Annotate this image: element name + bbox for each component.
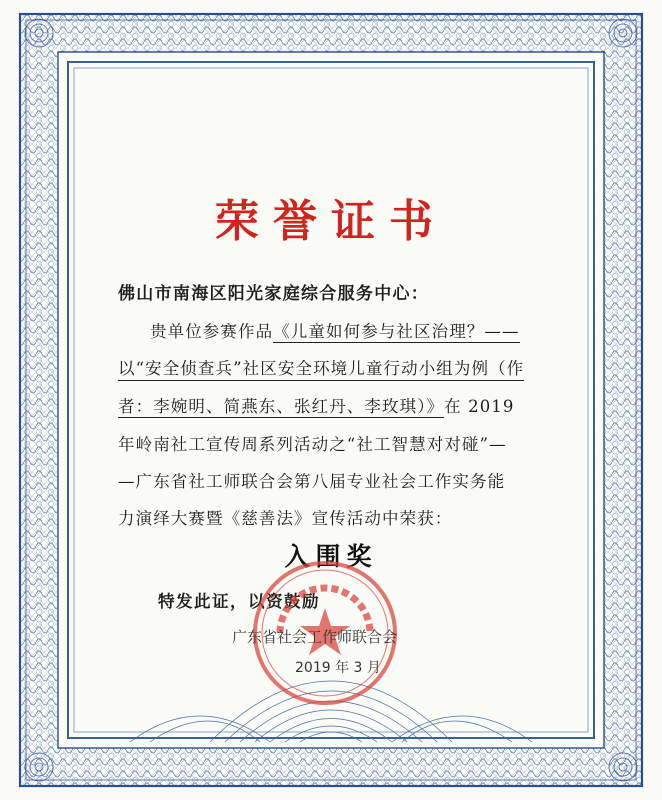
- body-line-3-year: 在 2019: [444, 397, 515, 416]
- work-title-part-1: 《儿童如何参与社区治理？——: [273, 322, 520, 341]
- closing-statement: 特发此证，以资鼓励: [158, 592, 320, 611]
- award-name: 入围奖: [284, 542, 378, 571]
- issuing-organization: 广东省社会工作师联合会: [232, 628, 398, 646]
- body-line-6: 力演绎大赛暨《慈善法》宣传活动中荣获：: [118, 509, 453, 528]
- body-line-4: 年岭南社工宣传周系列活动之“社工智慧对对碰”—: [118, 435, 507, 454]
- recipient-name: 佛山市南海区阳光家庭综合服务中心：: [118, 284, 430, 304]
- body-line-2: 以“安全侦查兵”社区安全环境儿童行动小组为例（作: [118, 355, 524, 381]
- certificate-title: 荣誉证书: [215, 196, 447, 247]
- body-line-5: —广东省社工师联合会第八届专业社会工作实务能: [118, 472, 506, 491]
- issue-date: 2019 年 3 月: [295, 660, 381, 676]
- body-line-1-prefix: 贵单位参赛作品: [150, 322, 274, 341]
- body-line-3: [118, 393, 515, 417]
- body-line-1: [150, 318, 520, 342]
- body-line-3-authors: 者：李婉明、简燕东、张红丹、李玫琪）》: [118, 397, 445, 416]
